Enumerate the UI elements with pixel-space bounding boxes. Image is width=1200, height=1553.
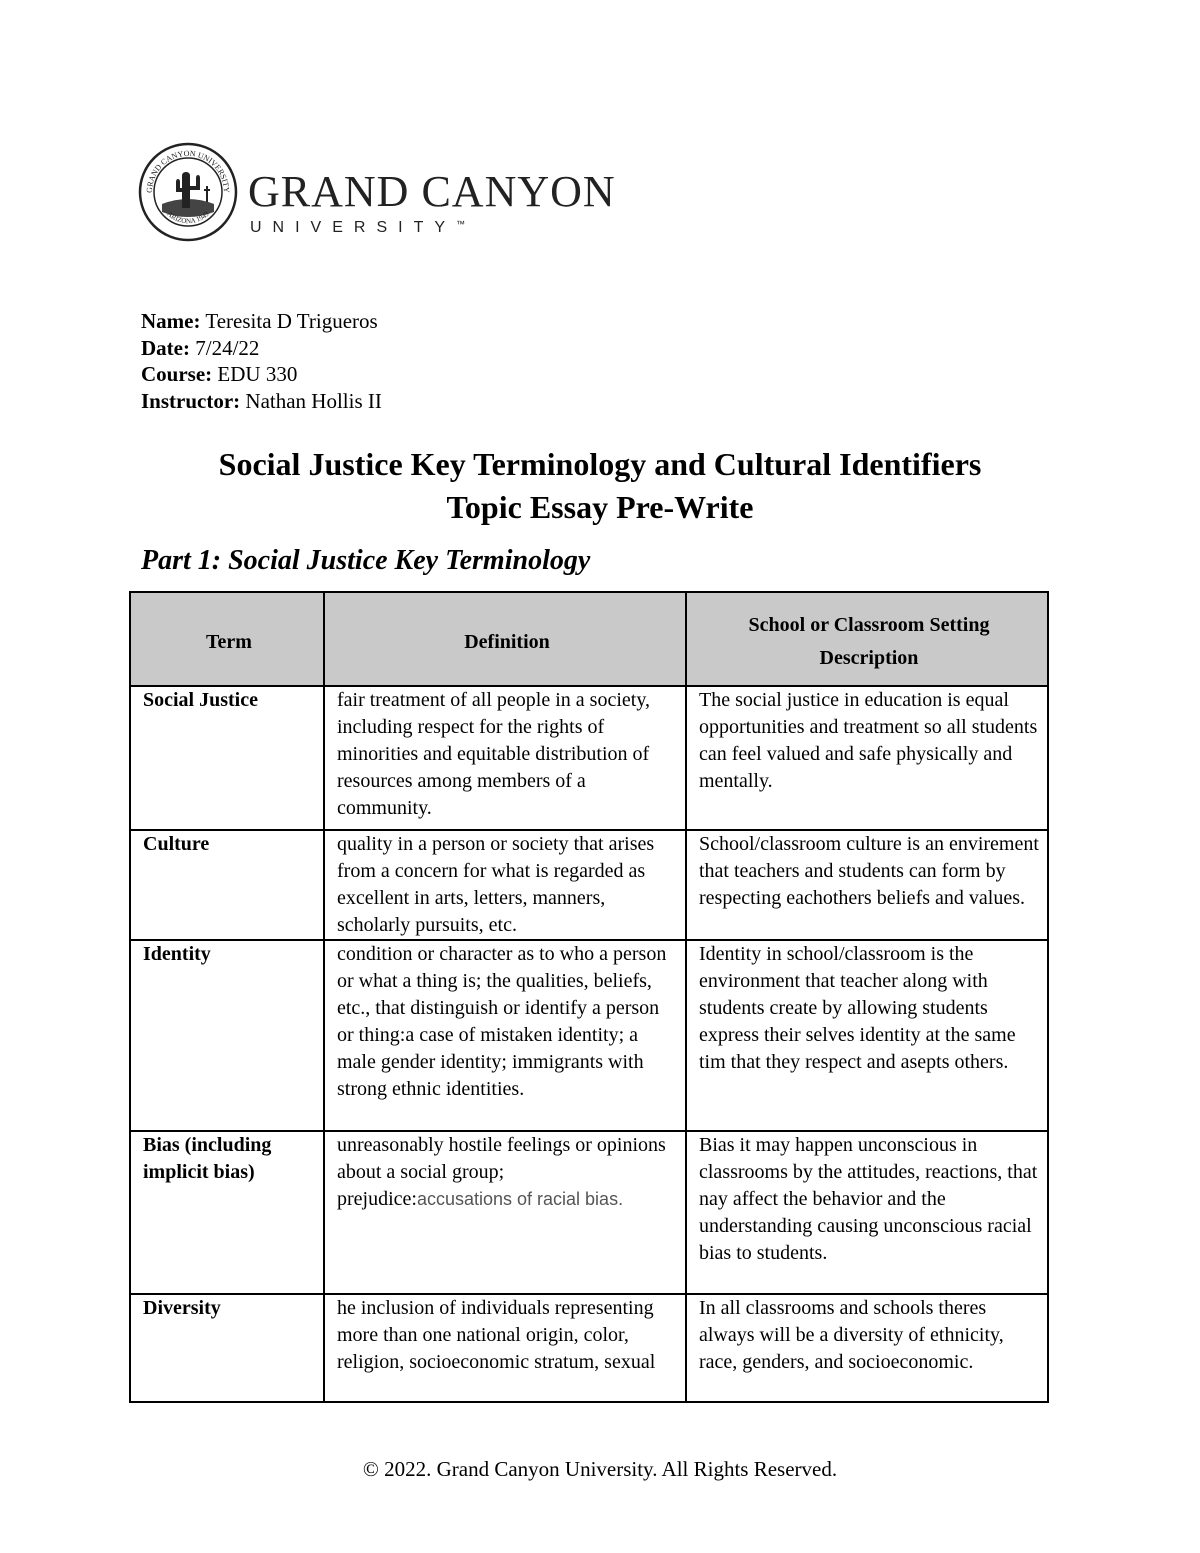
document-title: Social Justice Key Terminology and Cultural Identifiers Topic Essay Pre-Write bbox=[218, 446, 982, 525]
copyright-footer: © 2022. Grand Canyon University. All Rights Reserved. bbox=[362, 1457, 838, 1481]
logo-wordmark: GRAND CANYON bbox=[248, 167, 616, 216]
definition-cell: unreasonably hostile feelings or opinions about a social group; prejudice:accusations of racial bias. bbox=[324, 1131, 686, 1294]
header-definition: Definition bbox=[324, 592, 686, 686]
date-line: Date: 7/24/22 bbox=[141, 335, 260, 360]
description-cell: Identity in school/classroom is the environment that teacher along with students create by allowing students express their selves identity at the same tim that they respect and asepts others. bbox=[686, 940, 1048, 1131]
svg-text:GRAND CANYON UNIVERSITY: GRAND CANYON UNIVERSITY bbox=[144, 148, 232, 194]
description-cell: School/classroom culture is an envirement that teachers and students can form by respecting eachothers beliefs and values. bbox=[686, 830, 1048, 940]
table-row bbox=[130, 1294, 1048, 1402]
term-cell: Social Justice bbox=[130, 686, 324, 830]
definition-cell: condition or character as to who a person or what a thing is; the qualities, beliefs, etc., that distinguish or identify a person or thing:a case of mistaken identity; a male gender identity; immigrants with strong ethnic identities. bbox=[324, 940, 686, 1131]
header-term: Term bbox=[130, 592, 324, 686]
term-cell: Identity bbox=[130, 940, 324, 1131]
definition-cell: quality in a person or society that arises from a concern for what is regarded as excellent in arts, letters, manners, scholarly pursuits, etc. bbox=[324, 830, 686, 940]
definition-cell: he inclusion of individuals representing more than one national origin, color, religion, socioeconomic stratum, sexual bbox=[324, 1294, 686, 1402]
table-row bbox=[130, 940, 1048, 1131]
table-header-row bbox=[130, 592, 1048, 686]
university-seal-icon bbox=[138, 142, 238, 242]
table-row bbox=[130, 830, 1048, 940]
header-description: School or Classroom Setting Description bbox=[686, 592, 1048, 686]
description-cell: The social justice in education is equal opportunities and treatment so all students can feel valued and safe physically and mentally. bbox=[686, 686, 1048, 830]
logo-wordmark-sub: UNIVERSITY™ bbox=[250, 219, 466, 236]
student-info bbox=[141, 308, 382, 414]
name-line: Name: Teresita D Trigueros bbox=[141, 309, 378, 333]
description-cell: Bias it may happen unconscious in classrooms by the attitudes, reactions, that nay affect the behavior and the understanding causing unconscious racial bias to students. bbox=[686, 1131, 1048, 1294]
university-logo bbox=[138, 142, 616, 242]
terminology-table bbox=[129, 591, 1049, 1403]
course-line: Course: EDU 330 bbox=[141, 362, 298, 386]
trademark-mark: ™ bbox=[456, 219, 466, 229]
table-row bbox=[130, 1131, 1048, 1294]
definition-cell: fair treatment of all people in a society, including respect for the rights of minorities and equitable distribution of resources among members of a community. bbox=[324, 686, 686, 830]
svg-text:ARIZONA 1949: ARIZONA 1949 bbox=[165, 209, 211, 226]
table-row bbox=[130, 686, 1048, 830]
term-cell: Bias (including implicit bias) bbox=[130, 1131, 324, 1294]
part1-heading: Part 1: Social Justice Key Terminology bbox=[141, 545, 591, 576]
term-cell: Culture bbox=[130, 830, 324, 940]
description-cell: In all classrooms and schools theres always will be a diversity of ethnicity, race, genders, and socioeconomic. bbox=[686, 1294, 1048, 1402]
term-cell: Diversity bbox=[130, 1294, 324, 1402]
instructor-line: Instructor: Nathan Hollis II bbox=[141, 388, 382, 413]
definition-example: accusations of racial bias. bbox=[416, 1189, 624, 1209]
